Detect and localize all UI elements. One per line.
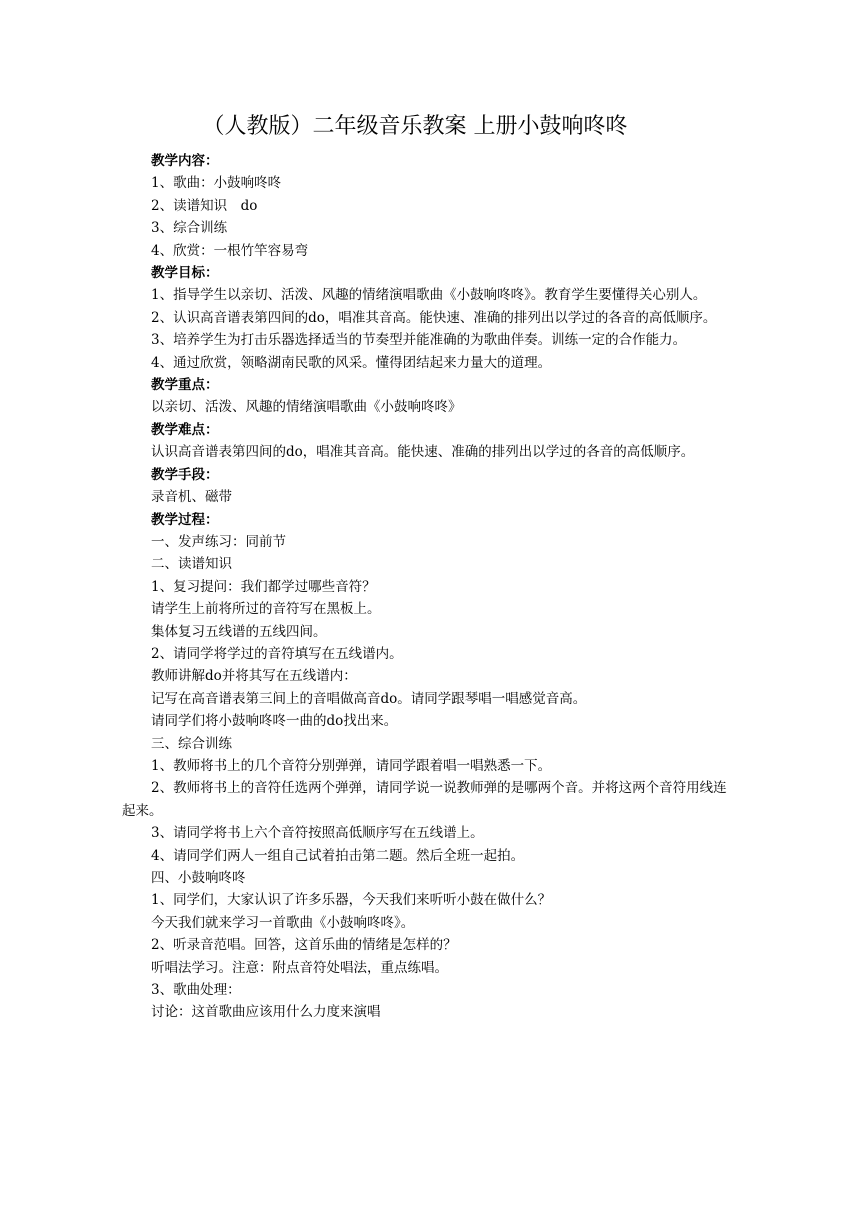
text-line: 2、请同学将学过的音符填写在五线谱内。 [151, 645, 403, 662]
text-line: 二、读谱知识 [151, 556, 232, 573]
text-line: 一、发声练习：同前节 [151, 533, 286, 550]
text-line: 2、读谱知识 do [151, 197, 258, 214]
text-line: 3、培养学生为打击乐器选择适当的节奏型并能准确的为歌曲伴奏。训练一定的合作能力。 [151, 332, 687, 349]
text-line: 2、听录音范唱。回答，这首乐曲的情绪是怎样的？ [151, 937, 457, 954]
text-line: 1、歌曲：小鼓响咚咚 [151, 175, 282, 192]
document-body [122, 150, 734, 1024]
text-line: 集体复习五线谱的五线四间。 [151, 623, 327, 640]
text-line: 2、教师将书上的音符任选两个弹弹，请同学说一说教师弹的是哪两个音。并将这两个音符用线连起来。 [122, 780, 727, 819]
section-heading: 教学难点： [151, 421, 219, 438]
text-line: 四、小鼓响咚咚 [151, 870, 246, 886]
text-line: 1、复习提问：我们都学过哪些音符？ [151, 578, 376, 595]
section-heading: 教学手段： [151, 466, 219, 483]
text-line: 2、认识高音谱表第四间的do，唱准其音高。能快速、准确的排列出以学过的各音的高低顺序。 [151, 309, 717, 326]
text-line: 请学生上前将所过的音符写在黑板上。 [151, 601, 381, 618]
text-line: 以亲切、活泼、风趣的情绪演唱歌曲《小鼓响咚咚》 [151, 399, 462, 416]
text-line: 1、指导学生以亲切、活泼、风趣的情绪演唱歌曲《小鼓响咚咚》。教育学生要懂得关心别人。 [151, 287, 707, 304]
text-line: 3、歌曲处理： [151, 982, 241, 999]
text-line: 今天我们就来学习一首歌曲《小鼓响咚咚》。 [151, 914, 415, 931]
section-heading: 教学内容： [151, 153, 219, 169]
text-line: 教师讲解do并将其写在五线谱内： [151, 668, 357, 685]
section-heading: 教学过程： [151, 511, 219, 528]
text-line: 记写在高音谱表第三间上的音唱做高音do。请同学跟琴唱一唱感觉音高。 [151, 690, 587, 707]
text-line: 1、同学们，大家认识了许多乐器，今天我们来听听小鼓在做什么？ [151, 892, 552, 909]
section-heading: 教学重点： [151, 377, 219, 394]
text-line: 1、教师将书上的几个音符分别弹弹，请同学跟着唱一唱熟悉一下。 [151, 757, 552, 774]
text-line: 请同学们将小鼓响咚咚一曲的do找出来。 [151, 713, 398, 730]
section-heading: 教学目标： [151, 265, 219, 282]
text-line: 讨论：这首歌曲应该用什么力度来演唱 [151, 1004, 381, 1021]
text-line: 三、综合训练 [151, 735, 232, 752]
text-line: 录音机、磁带 [151, 489, 232, 506]
text-line: 3、综合训练 [151, 220, 228, 237]
text-line: 听唱法学习。注意：附点音符处唱法，重点练唱。 [151, 959, 448, 976]
text-line: 认识高音谱表第四间的do，唱准其音高。能快速、准确的排列出以学过的各音的高低顺序。 [151, 444, 695, 461]
text-line: 4、请同学们两人一组自己试着拍击第二题。然后全班一起拍。 [151, 847, 525, 864]
text-line: 4、欣赏：一根竹竿容易弯 [151, 242, 309, 259]
text-line: 4、通过欣赏，领略湖南民歌的风采。懂得团结起来力量大的道理。 [151, 354, 552, 371]
document-title: （人教版）二年级音乐教案 上册小鼓响咚咚 [202, 114, 628, 139]
text-line: 3、请同学将书上六个音符按照高低顺序写在五线谱上。 [151, 825, 484, 842]
